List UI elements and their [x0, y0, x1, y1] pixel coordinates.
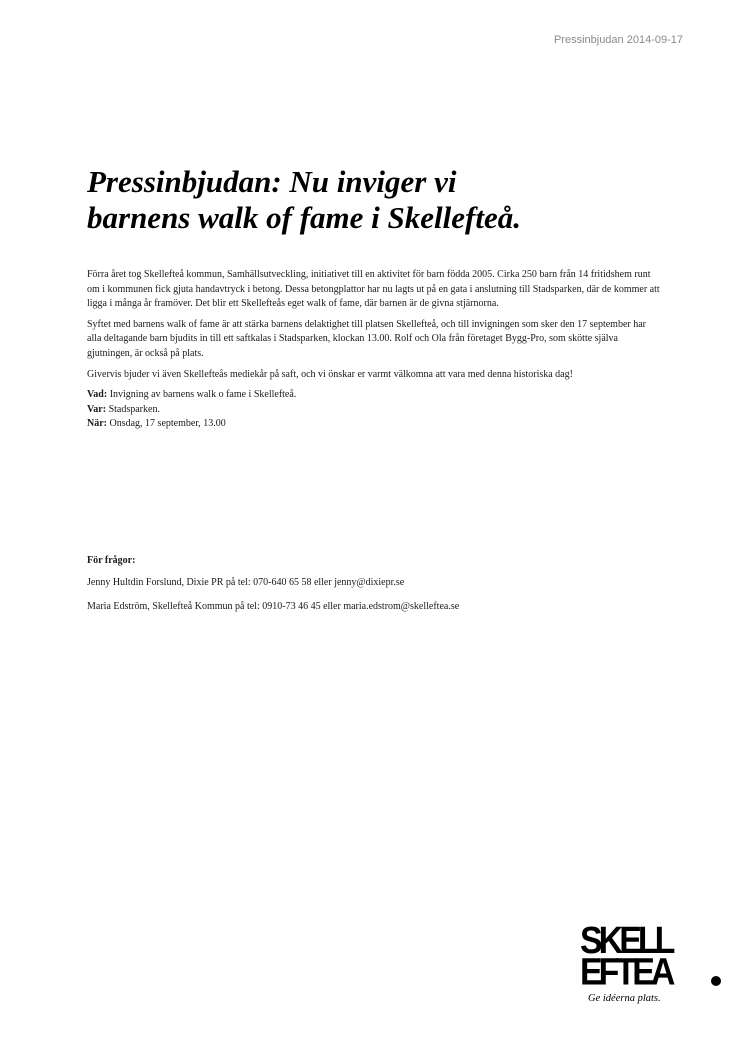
fact-value: Invigning av barnens walk o fame i Skellefteå.: [107, 389, 297, 401]
fact-label: Vad:: [87, 389, 108, 401]
contact-line: Jenny Hultdin Forslund, Dixie PR på tel: 070-640 65 58 eller jenny@dixiepr.se: [87, 577, 405, 588]
title-line-1: Pressinbjudan: Nu inviger vi: [87, 164, 457, 199]
logo-line-1: SKELL: [580, 919, 672, 962]
paragraph: Förra året tog Skellefteå kommun, Samhällsutveckling, initiativet till en aktivitet för barn födda 2005. Cirka 250 barn från 14 fritidshem runt om i kommunen fick gjuta handavtryck i betong. Dessa betongplattor har nu lagts ut på en gata i anslutning till Stadsparken, där de kommer att ligga i många år framöver. Det blir ett Skellefteås eget walk of fame, där barnen är de givna stjärnorna.: [87, 269, 660, 310]
fact-label: Var:: [87, 403, 107, 415]
paragraph: Syftet med barnens walk of fame är att stärka barnens delaktighet till platsen Skellefteå, och till invigningen som sker den 17 september har alla deltagande barn bjudits in till ett saftkalas i Stadsparken, klockan 13.00. Rolf och Ola från företaget Bygg-Pro, som skötte själva gjutningen, är också på plats.: [87, 318, 646, 359]
contact-heading: För frågor:: [87, 555, 136, 566]
fact-value: Stadsparken.: [106, 403, 160, 415]
title-line-2: barnens walk of fame i Skellefteå.: [87, 200, 521, 235]
document-date: Pressinbjudan 2014-09-17: [553, 34, 683, 46]
page-title: [87, 164, 647, 236]
fact-when: [87, 417, 662, 432]
paragraph: Givervis bjuder vi även Skellefteås mediekår på saft, och vi önskar er varmt välkomna att vara med denna historiska dag!: [87, 368, 573, 380]
fact-what: [87, 388, 662, 403]
logo-dot-icon: [711, 976, 721, 986]
press-release-body: [87, 268, 662, 432]
logo-tagline: Ge idéerna plats.: [588, 993, 661, 1004]
fact-label: När:: [87, 418, 107, 430]
fact-where: [87, 403, 662, 418]
event-facts: [87, 388, 662, 432]
fact-value: Onsdag, 17 september, 13.00: [107, 418, 226, 430]
logo-line-2: EFTEA: [580, 950, 672, 994]
contact-line: Maria Edström, Skellefteå Kommun på tel: 0910-73 46 45 eller maria.edstrom@skelleftea.se: [87, 601, 460, 612]
skelleftea-logo: [580, 919, 725, 1010]
contact-section: [87, 554, 662, 624]
logo-wordmark: [580, 919, 725, 994]
